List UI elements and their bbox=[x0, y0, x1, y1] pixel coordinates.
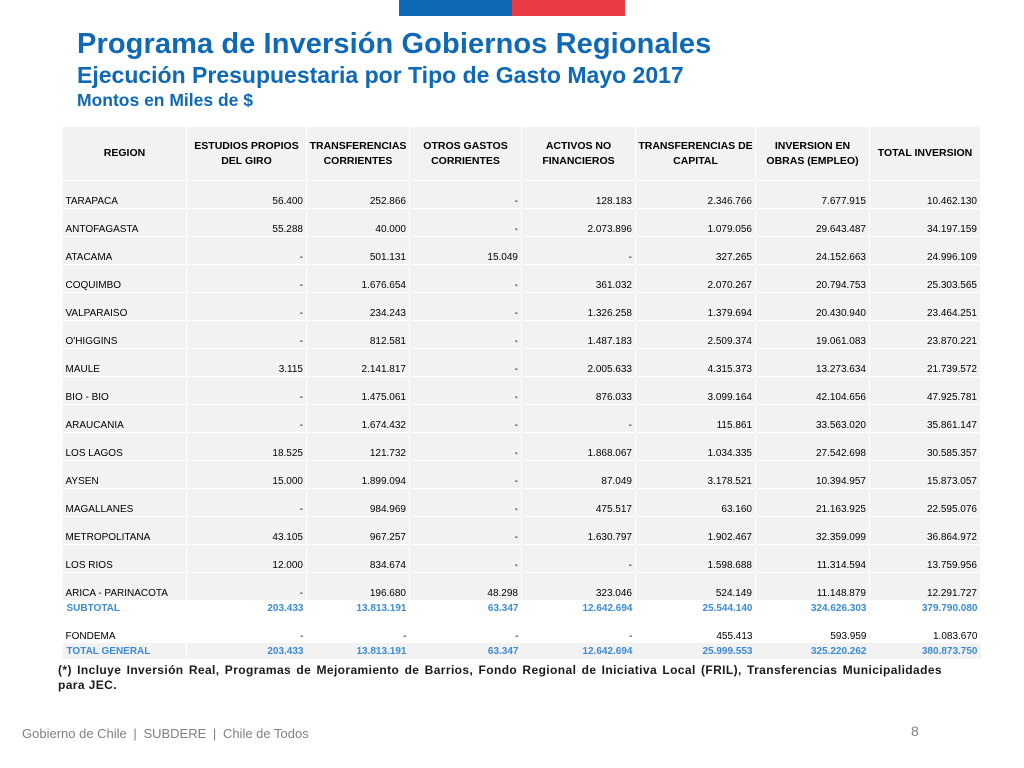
table-cell: 32.359.099 bbox=[756, 517, 870, 545]
region-name: BIO - BIO bbox=[63, 377, 187, 405]
region-name: MAGALLANES bbox=[63, 489, 187, 517]
page-title: Programa de Inversión Gobiernos Regionales bbox=[77, 28, 712, 60]
table-cell: 380.873.750 bbox=[870, 643, 981, 659]
table-cell: - bbox=[522, 616, 636, 643]
table-cell: 501.131 bbox=[307, 237, 410, 265]
total-row bbox=[63, 643, 981, 659]
table-cell: - bbox=[522, 545, 636, 573]
footer-org-gobierno: Gobierno de Chile bbox=[22, 726, 127, 741]
table-cell: 13.813.191 bbox=[307, 600, 410, 616]
table-cell: 325.220.262 bbox=[756, 643, 870, 659]
table-cell: 29.643.487 bbox=[756, 209, 870, 237]
table-cell: 361.032 bbox=[522, 265, 636, 293]
table-cell: - bbox=[187, 237, 307, 265]
table-cell: 20.794.753 bbox=[756, 265, 870, 293]
table-cell: 252.866 bbox=[307, 181, 410, 209]
column-header: INVERSION EN OBRAS (EMPLEO) bbox=[756, 127, 870, 181]
table-row bbox=[63, 377, 981, 405]
table-cell: - bbox=[522, 237, 636, 265]
table-cell: 234.243 bbox=[307, 293, 410, 321]
table-cell: 22.595.076 bbox=[870, 489, 981, 517]
column-header: ACTIVOS NO FINANCIEROS bbox=[522, 127, 636, 181]
column-header: TOTAL INVERSION bbox=[870, 127, 981, 181]
table-row bbox=[63, 461, 981, 489]
table-cell: 1.674.432 bbox=[307, 405, 410, 433]
total-label: TOTAL GENERAL bbox=[63, 643, 187, 659]
table-cell: 812.581 bbox=[307, 321, 410, 349]
table-cell: - bbox=[187, 321, 307, 349]
table-cell: 11.314.594 bbox=[756, 545, 870, 573]
table-cell: 24.996.109 bbox=[870, 237, 981, 265]
table-cell: 2.346.766 bbox=[636, 181, 756, 209]
table-cell: 63.347 bbox=[410, 600, 522, 616]
table-cell: - bbox=[410, 545, 522, 573]
table-cell: 1.487.183 bbox=[522, 321, 636, 349]
table-body bbox=[63, 181, 981, 601]
table-cell: 13.759.956 bbox=[870, 545, 981, 573]
table-cell: 475.517 bbox=[522, 489, 636, 517]
table-cell: 15.049 bbox=[410, 237, 522, 265]
table-cell: 2.141.817 bbox=[307, 349, 410, 377]
table-cell: - bbox=[410, 489, 522, 517]
table-cell: 1.083.670 bbox=[870, 616, 981, 643]
fondema-row bbox=[63, 616, 981, 643]
table-cell: 13.273.634 bbox=[756, 349, 870, 377]
table-cell: 47.925.781 bbox=[870, 377, 981, 405]
column-header: TRANSFERENCIAS DE CAPITAL bbox=[636, 127, 756, 181]
table-cell: - bbox=[410, 616, 522, 643]
table-cell: 25.544.140 bbox=[636, 600, 756, 616]
footer-separator: | bbox=[212, 726, 217, 741]
table-cell: 19.061.083 bbox=[756, 321, 870, 349]
table-cell: 18.525 bbox=[187, 433, 307, 461]
table-cell: 324.626.303 bbox=[756, 600, 870, 616]
footer-org-subdere: SUBDERE bbox=[143, 726, 207, 741]
table-cell: 2.070.267 bbox=[636, 265, 756, 293]
table-cell: - bbox=[187, 489, 307, 517]
table-cell: 33.563.020 bbox=[756, 405, 870, 433]
table-cell: 1.079.056 bbox=[636, 209, 756, 237]
table-cell: 7.677.915 bbox=[756, 181, 870, 209]
table-cell: - bbox=[522, 405, 636, 433]
table-cell: 3.178.521 bbox=[636, 461, 756, 489]
subtotal-row bbox=[63, 600, 981, 616]
table-cell: 12.000 bbox=[187, 545, 307, 573]
table-cell: 87.049 bbox=[522, 461, 636, 489]
table-cell: 1.379.694 bbox=[636, 293, 756, 321]
table-cell: 20.430.940 bbox=[756, 293, 870, 321]
table-cell: 196.680 bbox=[307, 573, 410, 601]
region-name: ARICA - PARINACOTA bbox=[63, 573, 187, 601]
table-cell: 55.288 bbox=[187, 209, 307, 237]
column-header: TRANSFERENCIAS CORRIENTES bbox=[307, 127, 410, 181]
table-cell: - bbox=[410, 433, 522, 461]
table-cell: 27.542.698 bbox=[756, 433, 870, 461]
table-cell: 63.347 bbox=[410, 643, 522, 659]
region-name: LOS LAGOS bbox=[63, 433, 187, 461]
table-row bbox=[63, 265, 981, 293]
region-name: O'HIGGINS bbox=[63, 321, 187, 349]
page-subtitle: Ejecución Presupuestaria por Tipo de Gasto Mayo 2017 bbox=[77, 62, 684, 88]
table-cell: 1.899.094 bbox=[307, 461, 410, 489]
table-row bbox=[63, 433, 981, 461]
table-cell: - bbox=[187, 377, 307, 405]
table-cell: 876.033 bbox=[522, 377, 636, 405]
table-cell: 4.315.373 bbox=[636, 349, 756, 377]
table-cell: 2.509.374 bbox=[636, 321, 756, 349]
table-cell: 23.870.221 bbox=[870, 321, 981, 349]
table-cell: 43.105 bbox=[187, 517, 307, 545]
table-cell: 984.969 bbox=[307, 489, 410, 517]
table-cell: 327.265 bbox=[636, 237, 756, 265]
table-cell: 203.433 bbox=[187, 600, 307, 616]
flag-bar bbox=[399, 0, 625, 16]
region-name: ATACAMA bbox=[63, 237, 187, 265]
table-cell: 2.005.633 bbox=[522, 349, 636, 377]
column-header: OTROS GASTOS CORRIENTES bbox=[410, 127, 522, 181]
table-cell: - bbox=[187, 616, 307, 643]
fondema-label: FONDEMA bbox=[63, 616, 187, 643]
table-cell: 1.902.467 bbox=[636, 517, 756, 545]
table-cell: - bbox=[410, 405, 522, 433]
table-row bbox=[63, 209, 981, 237]
footnote: (*) Incluye Inversión Real, Programas de Mejoramiento de Barrios, Fondo Regional de Iniciativa Local (FRIL), Transferencias Municipalidades para JEC. bbox=[58, 663, 942, 692]
table-cell: 15.873.057 bbox=[870, 461, 981, 489]
table-cell: 23.464.251 bbox=[870, 293, 981, 321]
table-cell: 455.413 bbox=[636, 616, 756, 643]
region-name: LOS RIOS bbox=[63, 545, 187, 573]
table-cell: 63.160 bbox=[636, 489, 756, 517]
table-cell: 35.861.147 bbox=[870, 405, 981, 433]
table-cell: - bbox=[410, 265, 522, 293]
region-name: AYSEN bbox=[63, 461, 187, 489]
table-cell: - bbox=[410, 209, 522, 237]
table-cell: 834.674 bbox=[307, 545, 410, 573]
table-cell: 13.813.191 bbox=[307, 643, 410, 659]
table-row bbox=[63, 321, 981, 349]
table-cell: 15.000 bbox=[187, 461, 307, 489]
table-row bbox=[63, 517, 981, 545]
subtotal-label: SUBTOTAL bbox=[63, 600, 187, 616]
table-cell: 30.585.357 bbox=[870, 433, 981, 461]
table-row bbox=[63, 545, 981, 573]
table-cell: - bbox=[187, 293, 307, 321]
table-cell: 3.115 bbox=[187, 349, 307, 377]
table-cell: 1.326.258 bbox=[522, 293, 636, 321]
table-cell: 11.148.879 bbox=[756, 573, 870, 601]
table-row bbox=[63, 573, 981, 601]
title-block bbox=[77, 26, 711, 111]
table-cell: 115.861 bbox=[636, 405, 756, 433]
table-cell: 21.163.925 bbox=[756, 489, 870, 517]
table-cell: 21.739.572 bbox=[870, 349, 981, 377]
table-cell: - bbox=[410, 181, 522, 209]
table-cell: 524.149 bbox=[636, 573, 756, 601]
table-cell: 967.257 bbox=[307, 517, 410, 545]
table-row bbox=[63, 293, 981, 321]
table-cell: 40.000 bbox=[307, 209, 410, 237]
table-cell: 379.790.080 bbox=[870, 600, 981, 616]
table-cell: - bbox=[410, 517, 522, 545]
flag-red-stripe bbox=[512, 0, 625, 16]
table-cell: 10.462.130 bbox=[870, 181, 981, 209]
table-cell: - bbox=[307, 616, 410, 643]
region-name: MAULE bbox=[63, 349, 187, 377]
table-row bbox=[63, 181, 981, 209]
region-name: COQUIMBO bbox=[63, 265, 187, 293]
table-row bbox=[63, 237, 981, 265]
table-cell: 323.046 bbox=[522, 573, 636, 601]
table-cell: 593.959 bbox=[756, 616, 870, 643]
table-summary bbox=[63, 600, 981, 659]
table-cell: - bbox=[410, 461, 522, 489]
table-cell: 25.999.553 bbox=[636, 643, 756, 659]
table-cell: - bbox=[187, 573, 307, 601]
region-name: ANTOFAGASTA bbox=[63, 209, 187, 237]
page-number: 8 bbox=[911, 723, 919, 739]
table-cell: 3.099.164 bbox=[636, 377, 756, 405]
budget-table bbox=[62, 126, 981, 659]
table-cell: 128.183 bbox=[522, 181, 636, 209]
units-label: Montos en Miles de $ bbox=[77, 90, 253, 110]
table-cell: 34.197.159 bbox=[870, 209, 981, 237]
table-cell: - bbox=[410, 321, 522, 349]
table-cell: 10.394.957 bbox=[756, 461, 870, 489]
table-cell: 1.598.688 bbox=[636, 545, 756, 573]
table-cell: 12.291.727 bbox=[870, 573, 981, 601]
footer-org-chile: Chile de Todos bbox=[222, 726, 309, 741]
table-row bbox=[63, 405, 981, 433]
table-cell: 1.676.654 bbox=[307, 265, 410, 293]
table-cell: - bbox=[410, 377, 522, 405]
table-cell: - bbox=[187, 405, 307, 433]
table-cell: - bbox=[410, 349, 522, 377]
table-cell: 48.298 bbox=[410, 573, 522, 601]
table-cell: 1.630.797 bbox=[522, 517, 636, 545]
column-header: REGION bbox=[63, 127, 187, 181]
table-cell: - bbox=[187, 265, 307, 293]
table-row bbox=[63, 489, 981, 517]
flag-blue-stripe bbox=[399, 0, 512, 16]
footer-separator: | bbox=[133, 726, 137, 741]
table-cell: 12.642.694 bbox=[522, 600, 636, 616]
table-cell: 1.475.061 bbox=[307, 377, 410, 405]
footer bbox=[22, 726, 309, 741]
table-cell: 24.152.663 bbox=[756, 237, 870, 265]
table-row bbox=[63, 349, 981, 377]
table-cell: 56.400 bbox=[187, 181, 307, 209]
table-cell: 1.034.335 bbox=[636, 433, 756, 461]
region-name: TARAPACA bbox=[63, 181, 187, 209]
table-cell: 12.642.694 bbox=[522, 643, 636, 659]
region-name: METROPOLITANA bbox=[63, 517, 187, 545]
table-cell: - bbox=[410, 293, 522, 321]
table-cell: 36.864.972 bbox=[870, 517, 981, 545]
table-header-row bbox=[63, 127, 981, 181]
table-cell: 1.868.067 bbox=[522, 433, 636, 461]
region-name: ARAUCANIA bbox=[63, 405, 187, 433]
column-header: ESTUDIOS PROPIOS DEL GIRO bbox=[187, 127, 307, 181]
table-cell: 25.303.565 bbox=[870, 265, 981, 293]
table-cell: 121.732 bbox=[307, 433, 410, 461]
table-cell: 42.104.656 bbox=[756, 377, 870, 405]
table-cell: 203.433 bbox=[187, 643, 307, 659]
table-cell: 2.073.896 bbox=[522, 209, 636, 237]
region-name: VALPARAISO bbox=[63, 293, 187, 321]
